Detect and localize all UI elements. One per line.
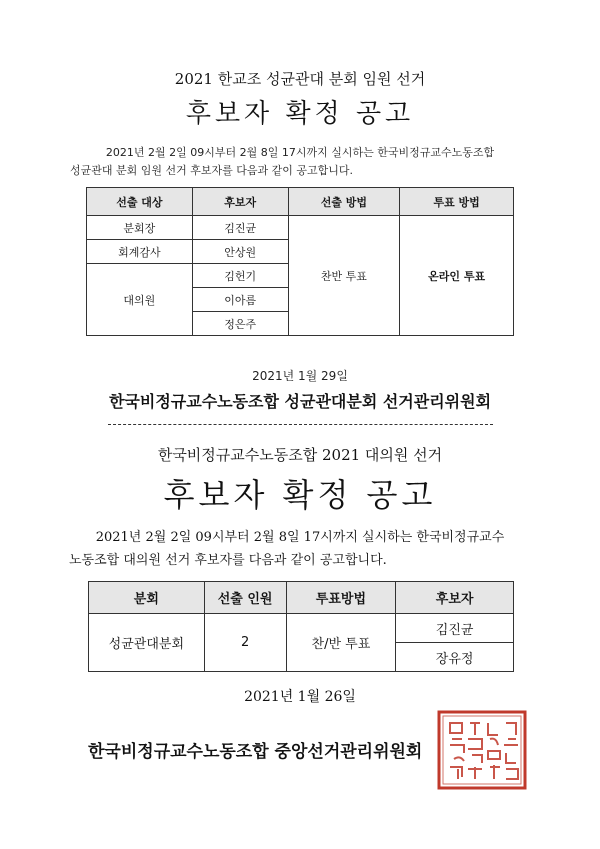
- notice2-body-line2: 노동조합 대의원 선거 후보자를 다음과 같이 공고합니다.: [69, 553, 387, 568]
- table-row: [87, 216, 514, 240]
- candidate-cell: 안상원: [192, 240, 288, 264]
- candidate-cell: 김헌기: [192, 264, 288, 288]
- table-row: [89, 614, 514, 643]
- notice1-title: 후보자 확정 공고: [185, 99, 415, 129]
- position-cell: 대의원: [87, 264, 193, 336]
- divider-line: [108, 424, 493, 425]
- seats-cell: 2: [204, 614, 286, 672]
- method-cell: 찬/반 투표: [286, 614, 396, 672]
- candidate-cell: 이아름: [192, 288, 288, 312]
- table-header: 선출 방법: [288, 188, 400, 216]
- notice2-date: 2021년 1월 26일: [244, 689, 356, 705]
- official-seal-stamp: [436, 709, 528, 791]
- position-cell: 회계감사: [87, 240, 193, 264]
- notice1-body-line1: 2021년 2월 2일 09시부터 2월 8일 17시까지 실시하는 한국비정규교수노동조합: [105, 146, 495, 159]
- table-header: 후보자: [192, 188, 288, 216]
- notice2-subtitle: 한국비정규교수노동조합 2021 대의원 선거: [157, 446, 443, 464]
- branch-cell: 성균관대분회: [89, 614, 205, 672]
- notice1-date: 2021년 1월 29일: [252, 369, 348, 383]
- vote-method-cell: 온라인 투표: [400, 216, 514, 336]
- table-header: 분회: [89, 582, 205, 614]
- candidate-cell: 장유정: [396, 643, 514, 672]
- notice1-body-line2: 성균관대 분회 임원 선거 후보자를 다음과 같이 공고합니다.: [70, 164, 353, 177]
- table-header: 후보자: [396, 582, 514, 614]
- notice2-title: 후보자 확정 공고: [163, 476, 437, 514]
- notice1-subtitle: 2021 한교조 성균관대 분회 임원 선거: [174, 70, 426, 88]
- notice2-body-line1: 2021년 2월 2일 09시부터 2월 8일 17시까지 실시하는 한국비정규교수: [95, 530, 505, 545]
- table-header: 선출 대상: [87, 188, 193, 216]
- notice2-candidate-table: [88, 581, 514, 672]
- candidate-cell: 김진균: [396, 614, 514, 643]
- table-header: 투표방법: [286, 582, 396, 614]
- method-cell: 찬반 투표: [288, 216, 400, 336]
- table-header: 선출 인원: [204, 582, 286, 614]
- candidate-cell: 정은주: [192, 312, 288, 336]
- notice1-organization: 한국비정규교수노동조합 성균관대분회 선거관리위원회: [108, 392, 492, 411]
- table-header: 투표 방법: [400, 188, 514, 216]
- candidate-cell: 김진균: [192, 216, 288, 240]
- notice2-organization: 한국비정규교수노동조합 중앙선거관리위원회: [88, 742, 423, 762]
- notice1-candidate-table: [86, 187, 514, 336]
- position-cell: 분회장: [87, 216, 193, 240]
